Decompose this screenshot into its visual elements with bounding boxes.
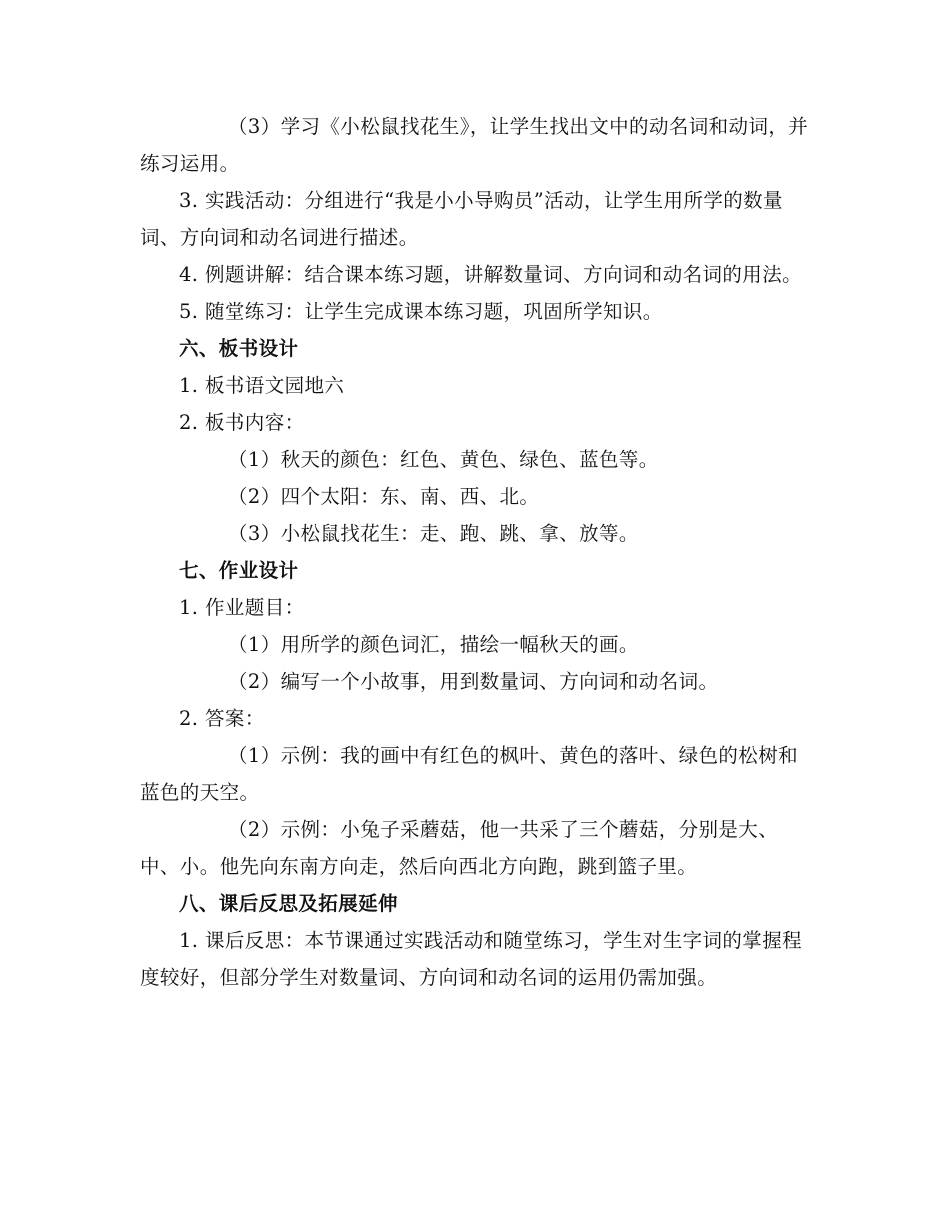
homework-answer1: （1）示例：我的画中有红色的枫叶、黄色的落叶、绿色的松树和蓝色的天空。 xyxy=(140,744,799,804)
paragraph-item4-examples: 4. 例题讲解：结合课本练习题，讲解数量词、方向词和动名词的用法。 xyxy=(179,263,803,286)
section-heading-homework: 七、作业设计 xyxy=(179,559,299,582)
paragraph-item3-sub3: （3）学习《小松鼠找花生》，让学生找出文中的动名词和动词，并练习运用。 xyxy=(140,115,809,175)
homework-question1: （1）用所学的颜色词汇，描绘一幅秋天的画。 xyxy=(228,633,639,656)
board-item2: 2. 板书内容： xyxy=(179,411,305,434)
section-heading-reflection: 八、课后反思及拓展延伸 xyxy=(179,892,398,915)
section-heading-board-design: 六、板书设计 xyxy=(179,337,299,360)
homework-answer2: （2）示例：小兔子采蘑菇，他一共采了三个蘑菇，分别是大、中、小。他先向东南方向走，然后向西北方向跑，跳到篮子里。 xyxy=(140,818,779,878)
homework-item2: 2. 答案： xyxy=(179,707,265,730)
board-sub3: （3）小松鼠找花生：走、跑、跳、拿、放等。 xyxy=(228,522,639,545)
paragraph-item5-exercise: 5. 随堂练习：让学生完成课本练习题，巩固所学知识。 xyxy=(179,300,663,323)
board-sub2: （2）四个太阳：东、南、西、北。 xyxy=(228,485,540,508)
board-item1: 1. 板书语文园地六 xyxy=(179,374,345,397)
reflection-item1: 1. 课后反思：本节课通过实践活动和随堂练习，学生对生字词的掌握程度较好，但部分学生对数量词、方向词和动名词的运用仍需加强。 xyxy=(140,929,803,989)
homework-item1: 1. 作业题目： xyxy=(179,596,305,619)
homework-question2: （2）编写一个小故事，用到数量词、方向词和动名词。 xyxy=(228,670,719,693)
paragraph-item3-practice: 3. 实践活动：分组进行“我是小小导购员”活动，让学生用所学的数量词、方向词和动名词进行描述。 xyxy=(140,189,783,249)
document-body xyxy=(140,108,810,996)
board-sub1: （1）秋天的颜色：红色、黄色、绿色、蓝色等。 xyxy=(228,448,659,471)
